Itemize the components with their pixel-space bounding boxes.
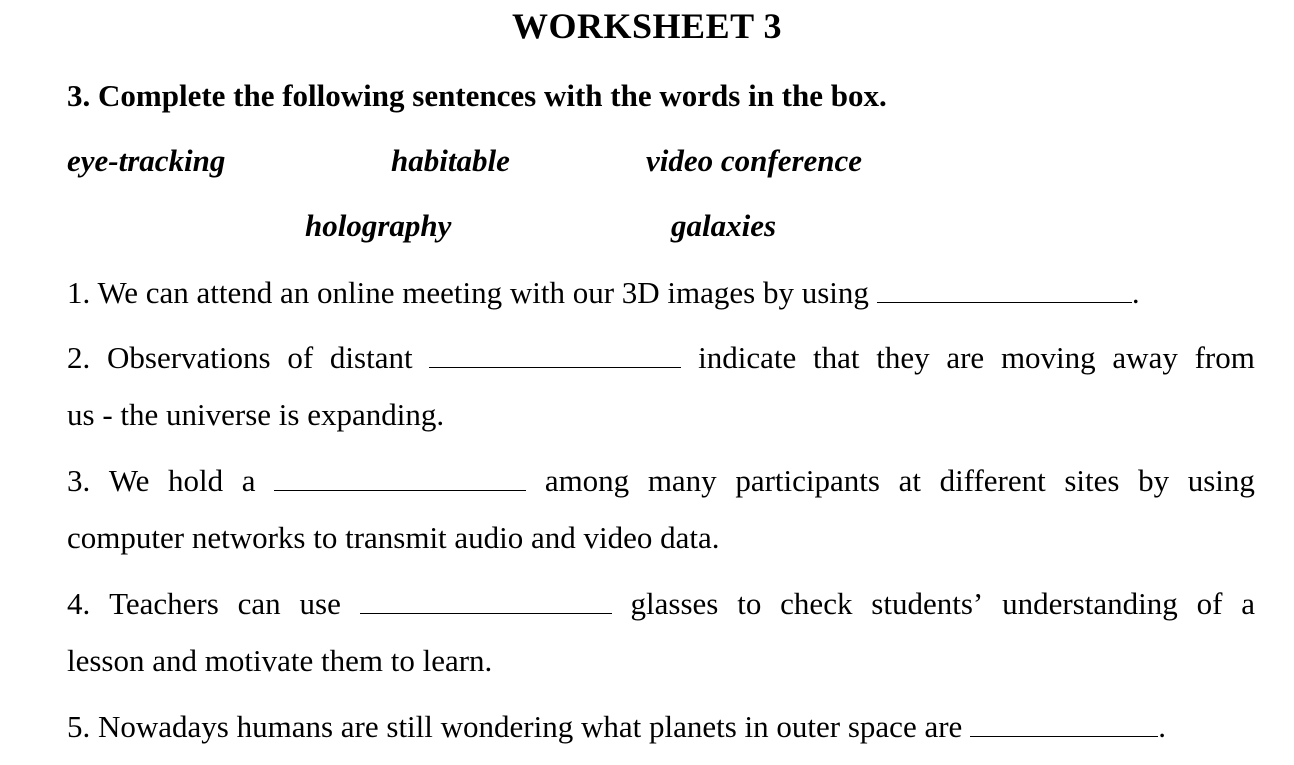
sentence-word: hold — [168, 463, 224, 498]
sentence-word: a — [1241, 586, 1255, 621]
sentence-3-line-1 — [67, 460, 1255, 501]
sentence-word: students’ — [871, 586, 984, 621]
sentence-word: from — [1194, 340, 1255, 375]
sentence-word: check — [780, 586, 853, 621]
sentence-word: We — [108, 463, 150, 498]
word-box-item: habitable — [391, 143, 510, 178]
sentence-punctuation: . — [1158, 709, 1167, 744]
sentence-word: Observations — [107, 340, 271, 375]
sentence-word: glasses — [630, 586, 719, 621]
sentence-word: at — [898, 463, 921, 498]
sentence-word: by — [1138, 463, 1170, 498]
answer-blank[interactable] — [877, 272, 1132, 303]
sentence-word: participants — [735, 463, 880, 498]
worksheet-title: WORKSHEET 3 — [512, 6, 782, 46]
answer-blank[interactable] — [970, 706, 1158, 737]
sentence-word: understanding — [1002, 586, 1178, 621]
sentence-word: they — [876, 340, 930, 375]
word-box-item: holography — [305, 208, 452, 243]
sentence-word: of — [287, 340, 314, 375]
sentence-word: sites — [1064, 463, 1120, 498]
sentence-2-line-2: us - the universe is expanding. — [67, 397, 445, 432]
sentence-word: that — [812, 340, 860, 375]
sentence-4-line-2: lesson and motivate them to learn. — [67, 643, 493, 678]
word-box-item: eye-tracking — [67, 143, 226, 178]
sentence-5 — [67, 706, 1255, 747]
sentence-word: different — [939, 463, 1046, 498]
word-box-item: galaxies — [671, 208, 777, 243]
sentence-word: distant — [329, 340, 413, 375]
answer-blank[interactable] — [274, 460, 526, 491]
sentence-punctuation: . — [1131, 275, 1140, 310]
sentence-1 — [67, 272, 1255, 313]
answer-blank[interactable] — [360, 583, 612, 614]
sentence-word: indicate — [698, 340, 797, 375]
sentence-word: can — [237, 586, 281, 621]
sentence-2-line-1 — [67, 337, 1255, 378]
sentence-word: to — [737, 586, 762, 621]
word-box-item: video conference — [646, 143, 863, 178]
sentence-word: 2. — [67, 340, 91, 375]
sentence-word: are — [946, 340, 985, 375]
answer-blank[interactable] — [429, 337, 681, 368]
sentence-text: 1. We can attend an online meeting with our 3D images by using — [67, 275, 869, 310]
sentence-text: 5. Nowadays humans are still wondering what planets in outer space are — [67, 709, 963, 744]
sentence-word: among — [544, 463, 630, 498]
sentence-3-line-2: computer networks to transmit audio and video data. — [67, 520, 720, 555]
sentence-word: moving — [1000, 340, 1096, 375]
sentence-word: use — [299, 586, 341, 621]
sentence-word: a — [241, 463, 256, 498]
sentence-word: away — [1112, 340, 1178, 375]
sentence-word: of — [1196, 586, 1223, 621]
sentence-4-line-1 — [67, 583, 1255, 624]
sentence-word: using — [1187, 463, 1255, 498]
sentence-word: 3. — [67, 463, 91, 498]
exercise-instruction: 3. Complete the following sentences with the words in the box. — [67, 78, 887, 113]
sentence-word: Teachers — [109, 586, 219, 621]
sentence-word: 4. — [67, 586, 91, 621]
sentence-word: many — [647, 463, 717, 498]
